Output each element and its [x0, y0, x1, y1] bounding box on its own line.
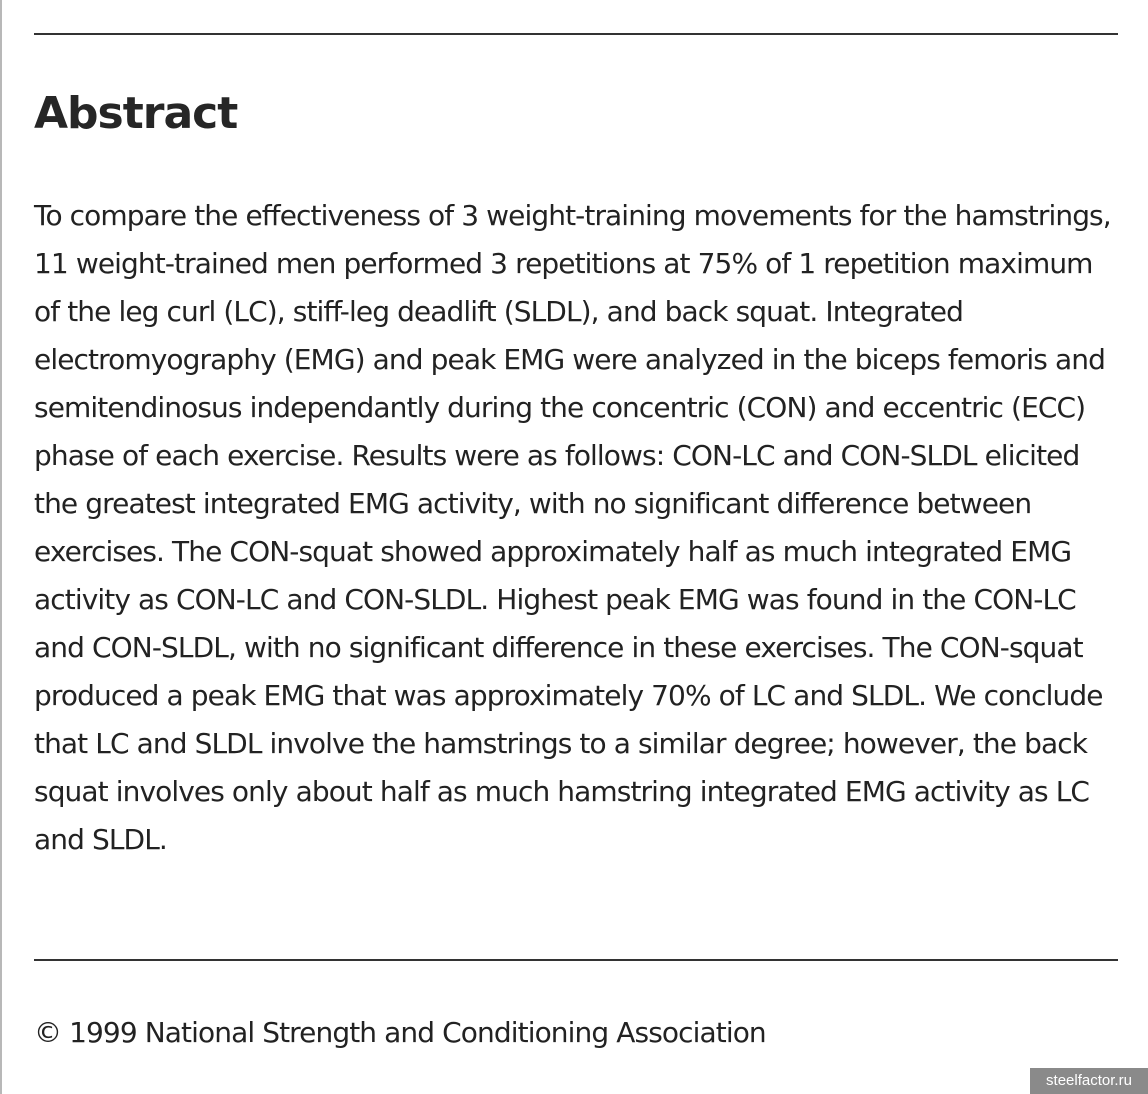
bottom-divider — [34, 959, 1118, 961]
abstract-heading: Abstract — [34, 88, 238, 139]
top-divider — [34, 33, 1118, 35]
abstract-text: To compare the effectiveness of 3 weight-training movements for the hamstrings, 11 weight-trained men performed 3 repetitions at 75% of 1 repetition maximum of the leg curl (LC), stiff-leg deadlift (SLDL), and back squat. Integrated electromyography (EMG) and peak EMG were analyzed in the biceps femoris and semitendinosus independantly during the concentric (CON) and eccentric (ECC) phase of each exercise. Results were as follows: CON-LC and CON-SLDL elicited the greatest integrated EMG activity, with no significant difference between exercises. The CON-squat showed approximately half as much integrated EMG activity as CON-LC and CON-SLDL. Highest peak EMG was found in the CON-LC and CON-SLDL, with no significant difference in these exercises. The CON-squat produced a peak EMG that was approximately 70% of LC and SLDL. We conclude that LC and SLDL involve the hamstrings to a similar degree; however, the back squat involves only about half as much hamstring integrated EMG activity as LC and SLDL. — [34, 199, 1111, 856]
watermark-badge: steelfactor.ru — [1030, 1068, 1148, 1094]
left-edge-border — [0, 0, 2, 1094]
copyright-notice: © 1999 National Strength and Conditioning Association — [34, 1016, 766, 1049]
